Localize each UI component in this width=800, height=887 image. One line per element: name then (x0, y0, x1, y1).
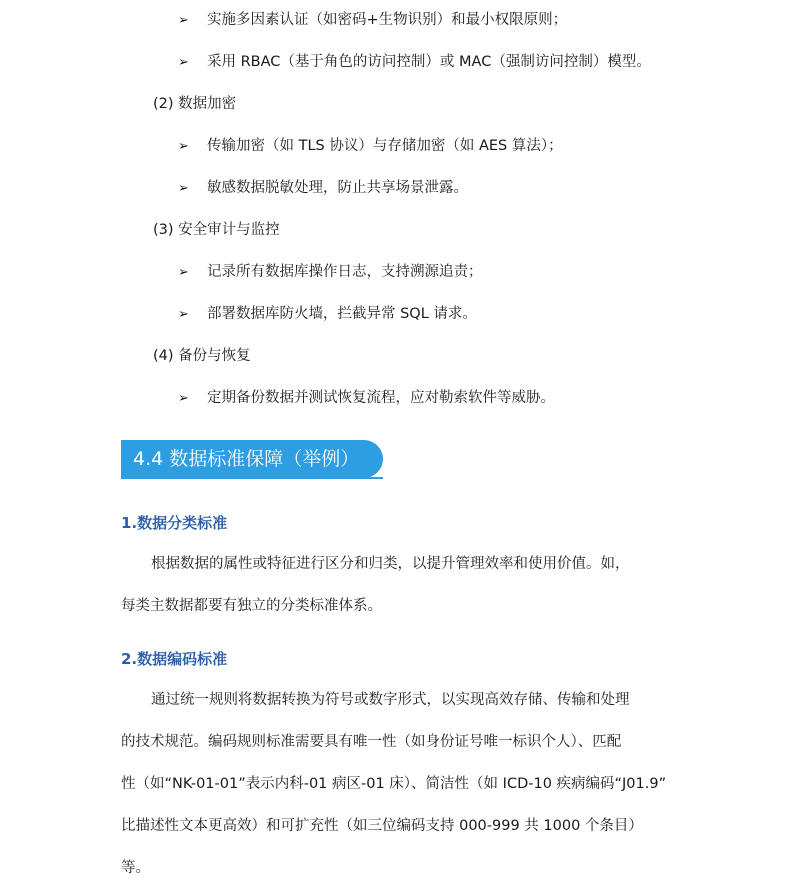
subsection-title: (2) 数据加密 (153, 96, 237, 112)
arrow-bullet-icon: ➢ (178, 307, 189, 322)
list-item: ➢ 实施多因素认证（如密码+生物识别）和最小权限原则； (178, 10, 567, 31)
arrow-bullet-icon: ➢ (178, 55, 189, 70)
banner-underline (121, 477, 383, 479)
arrow-bullet-icon: ➢ (178, 13, 189, 28)
paragraph-line: 每类主数据都要有独立的分类标准体系。 (121, 598, 382, 614)
list-item: ➢ 部署数据库防火墙，拦截异常 SQL 请求。 (178, 304, 477, 325)
section-banner: 4.4 数据标准保障（举例） (121, 440, 383, 478)
paragraph-line: 性（如“NK-01-01”表示内科-01 病区-01 床）、简洁性（如 ICD-10 疾病编码“J01.9” (121, 776, 667, 792)
list-item: ➢ 采用 RBAC（基于角色的访问控制）或 MAC（强制访问控制）模型。 (178, 52, 651, 73)
arrow-bullet-icon: ➢ (178, 181, 189, 196)
list-item: ➢ 记录所有数据库操作日志，支持溯源追责； (178, 262, 483, 283)
paragraph-line: 根据数据的属性或特征进行区分和归类，以提升管理效率和使用价值。如， (151, 556, 630, 572)
paragraph-line: 通过统一规则将数据转换为符号或数字形式，以实现高效存储、传输和处理 (151, 692, 630, 708)
list-item: ➢ 定期备份数据并测试恢复流程，应对勒索软件等威胁。 (178, 388, 555, 409)
paragraph-line: 比描述性文本更高效）和可扩充性（如三位编码支持 000-999 共 1000 个条目） (121, 818, 643, 834)
list-item: ➢ 敏感数据脱敏处理，防止共享场景泄露。 (178, 178, 468, 199)
section-heading: 1.数据分类标准 (121, 514, 228, 532)
arrow-bullet-icon: ➢ (178, 139, 189, 154)
paragraph-line: 的技术规范。编码规则标准需要具有唯一性（如身份证号唯一标识个人）、匹配 (121, 734, 622, 750)
arrow-bullet-icon: ➢ (178, 391, 189, 406)
list-item: ➢ 传输加密（如 TLS 协议）与存储加密（如 AES 算法）； (178, 136, 563, 157)
paragraph-line: 等。 (121, 860, 150, 876)
arrow-bullet-icon: ➢ (178, 265, 189, 280)
section-heading: 2.数据编码标准 (121, 650, 228, 668)
subsection-title: (4) 备份与恢复 (153, 348, 251, 364)
subsection-title: (3) 安全审计与监控 (153, 222, 280, 238)
